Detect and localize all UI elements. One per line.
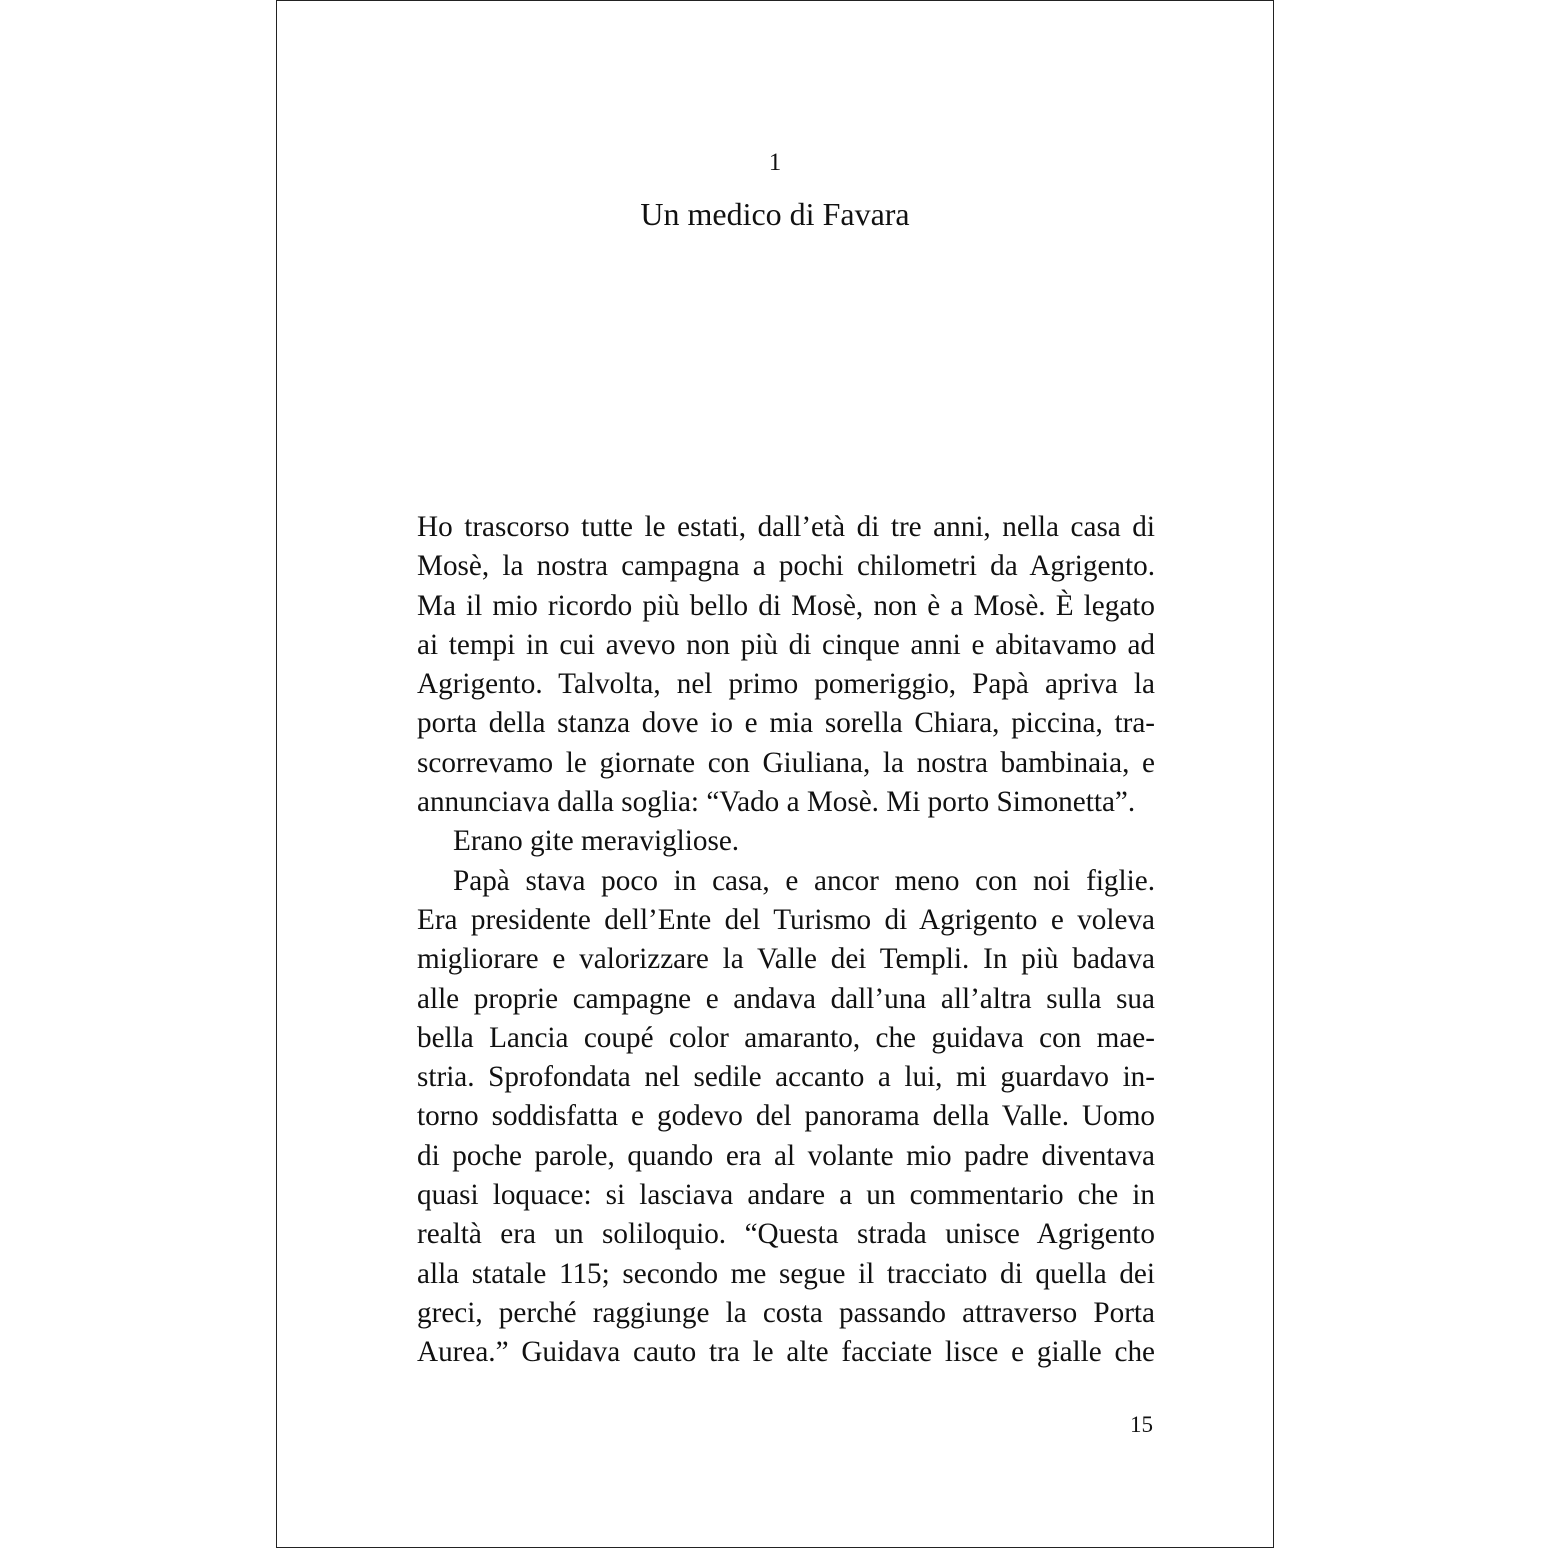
book-page — [276, 0, 1274, 1548]
text-line: migliorare e valorizzare la Valle dei Templi. In più badava — [417, 943, 1155, 976]
text-line: realtà era un soliloquio. “Questa strada unisce Agrigento — [417, 1218, 1155, 1251]
text-line: Ho trascorso tutte le estati, dall’età di tre anni, nella casa di — [417, 511, 1155, 543]
text-line: bella Lancia coupé color amaranto, che guidava con mae- — [417, 1021, 1155, 1054]
text-line: quasi loquace: si lasciava andare a un commentario che in — [417, 1179, 1155, 1212]
chapter-number: 1 — [768, 149, 782, 176]
text-line: ai tempi in cui avevo non più di cinque anni e abitavamo ad — [417, 628, 1155, 661]
text-line: di poche parole, quando era al volante mio padre diventava — [417, 1139, 1155, 1172]
text-line: Agrigento. Talvolta, nel primo pomeriggio, Papà apriva la — [417, 668, 1155, 701]
text-line: Era presidente dell’Ente del Turismo di Agrigento e voleva — [417, 903, 1155, 936]
text-line: porta della stanza dove io e mia sorella Chiara, piccina, tra- — [417, 707, 1155, 740]
text-line: annunciava dalla soglia: “Vado a Mosè. Mi porto Simonetta”. — [417, 786, 1136, 819]
body-text — [417, 508, 1155, 1373]
text-line: stria. Sprofondata nel sedile accanto a lui, mi guardavo in- — [417, 1061, 1155, 1094]
text-line: alle proprie campagne e andava dall’una all’altra sulla sua — [417, 982, 1155, 1015]
text-line: scorrevamo le giornate con Giuliana, la nostra bambinaia, e — [417, 746, 1155, 779]
text-line: Papà stava poco in casa, e ancor meno con noi figlie. — [453, 864, 1155, 897]
text-line: Erano gite meravigliose. — [453, 825, 740, 858]
text-line: Aurea.” Guidava cauto tra le alte facciate lisce e gialle che — [417, 1336, 1155, 1369]
text-line: greci, perché raggiunge la costa passando attraverso Porta — [417, 1296, 1155, 1329]
page-number: 15 — [1130, 1412, 1153, 1437]
text-line: Mosè, la nostra campagna a pochi chilometri da Agrigento. — [417, 550, 1155, 583]
text-line: alla statale 115; secondo me segue il tracciato di quella dei — [417, 1257, 1155, 1290]
text-line: torno soddisfatta e godevo del panorama della Valle. Uomo — [417, 1100, 1155, 1133]
chapter-title: Un medico di Favara — [640, 196, 910, 232]
text-line: Ma il mio ricordo più bello di Mosè, non è a Mosè. È legato — [417, 589, 1155, 622]
